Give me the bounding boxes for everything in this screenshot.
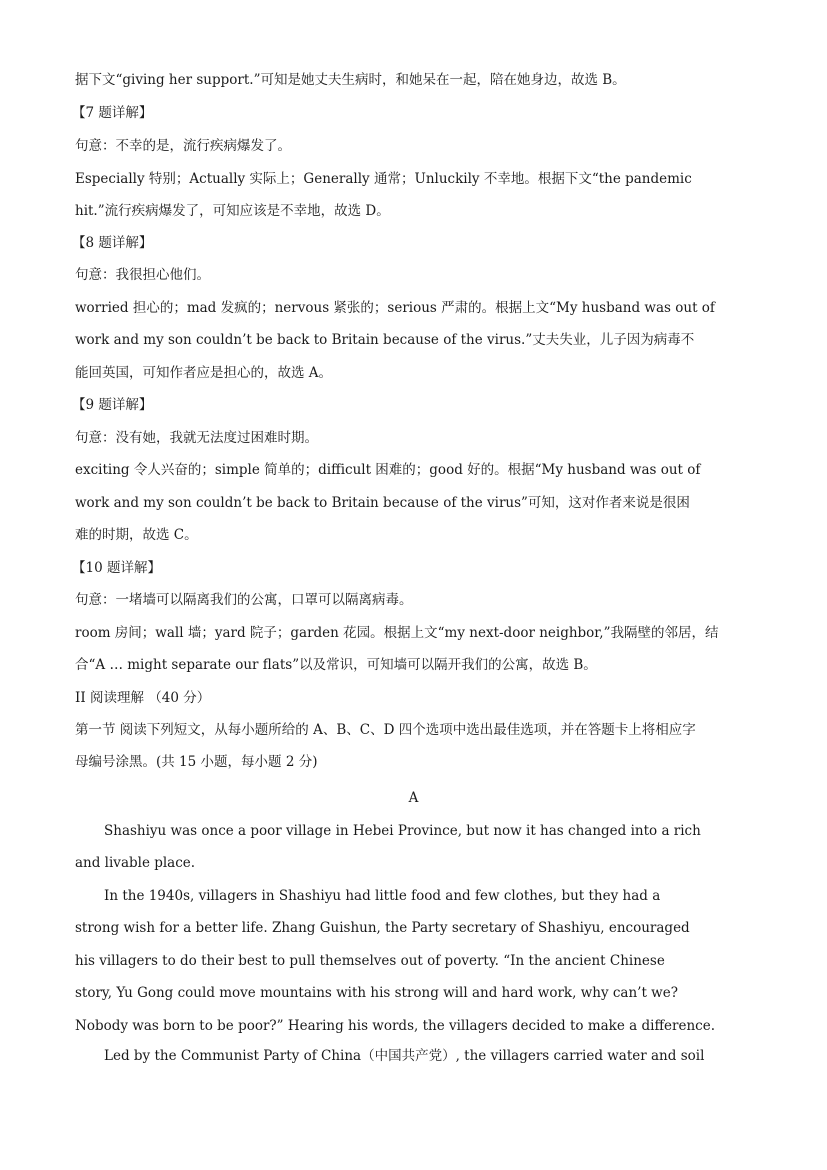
- text-line: 据下文“giving her support.”可知是她丈夫生病时，和她呆在一起，陪在她身边，故选 B。: [75, 72, 626, 88]
- text-line: worried 担心的；mad 发疯的；nervous 紧张的；serious 严肃的。根据上文“My husband was out of: [75, 300, 715, 316]
- passage-line: Led by the Communist Party of China（中国共产党）, the villagers carried water and soil: [104, 1048, 705, 1064]
- passage-line: his villagers to do their best to pull themselves out of poverty. “In the ancient Chinese: [75, 953, 665, 969]
- text-line: 句意：我很担心他们。: [75, 267, 210, 283]
- passage-line: strong wish for a better life. Zhang Guishun, the Party secretary of Shashiyu, encouraged: [75, 920, 690, 936]
- text-line: 合“A … might separate our flats”以及常识，可知墙可以隔开我们的公寓，故选 B。: [75, 657, 597, 673]
- text-line: hit.”流行疾病爆发了，可知应该是不幸地，故选 D。: [75, 203, 390, 219]
- text-line: 难的时期，故选 C。: [75, 527, 198, 543]
- text-line: room 房间；wall 墙；yard 院子；garden 花园。根据上文“my next-door neighbor,”我隔壁的邻居，结: [75, 625, 719, 641]
- passage-line: story, Yu Gong could move mountains with his strong will and hard work, why can’t we?: [75, 985, 678, 1001]
- text-line: 句意：没有她，我就无法度过困难时期。: [75, 430, 318, 446]
- passage-label: A: [408, 790, 419, 806]
- passage-line: and livable place.: [75, 855, 196, 871]
- section-heading: 【8 题详解】: [72, 235, 153, 251]
- passage-line: Nobody was born to be poor?” Hearing his words, the villagers decided to make a difference.: [75, 1018, 715, 1034]
- text-line: work and my son couldn’t be back to Britain because of the virus.”丈夫失业，儿子因为病毒不: [75, 332, 695, 348]
- text-line: 能回英国，可知作者应是担心的，故选 A。: [75, 365, 333, 381]
- text-line: Especially 特别；Actually 实际上；Generally 通常；Unluckily 不幸地。根据下文“the pandemic: [75, 171, 692, 187]
- section-heading: 【9 题详解】: [72, 397, 153, 413]
- text-line: 句意：一堵墙可以隔离我们的公寓，口罩可以隔离病毒。: [75, 592, 413, 608]
- instructions: 母编号涂黑。(共 15 小题，每小题 2 分): [75, 754, 318, 770]
- text-line: work and my son couldn’t be back to Britain because of the virus”可知，这对作者来说是很困: [75, 495, 690, 511]
- passage-line: In the 1940s, villagers in Shashiyu had little food and few clothes, but they had a: [104, 888, 661, 904]
- section-heading: 【7 题详解】: [72, 105, 153, 121]
- text-line: 句意：不幸的是，流行疾病爆发了。: [75, 138, 291, 154]
- passage-line: Shashiyu was once a poor village in Hebei Province, but now it has changed into a rich: [104, 823, 701, 839]
- instructions: 第一节 阅读下列短文，从每小题所给的 A、B、C、D 四个选项中选出最佳选项，并在答题卡上将相应字: [75, 722, 696, 738]
- section-title: II 阅读理解 （40 分）: [75, 690, 211, 706]
- section-heading: 【10 题详解】: [72, 560, 161, 576]
- text-line: exciting 令人兴奋的；simple 简单的；difficult 困难的；good 好的。根据“My husband was out of: [75, 462, 701, 478]
